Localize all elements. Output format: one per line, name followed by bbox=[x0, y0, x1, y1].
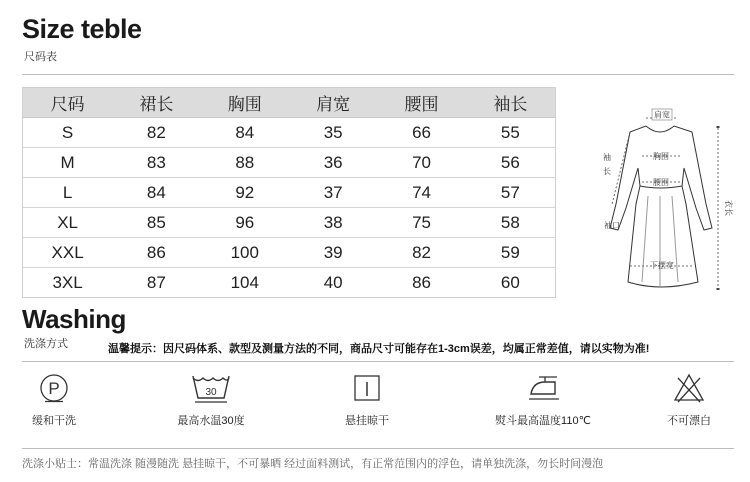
table-cell: 38 bbox=[289, 208, 377, 238]
sleeve-guide bbox=[612, 132, 630, 204]
waist-label: 腰围 bbox=[653, 178, 669, 187]
table-cell: 85 bbox=[112, 208, 200, 238]
table-cell: 66 bbox=[377, 118, 465, 148]
washing-title: Washing bbox=[22, 304, 126, 334]
table-cell: 92 bbox=[201, 178, 289, 208]
table-cell: 96 bbox=[201, 208, 289, 238]
care-item-hang-dry bbox=[327, 372, 407, 428]
column-header: 袖长 bbox=[466, 88, 556, 118]
cuff-label: 袖口 bbox=[604, 221, 620, 230]
table-row bbox=[23, 118, 556, 148]
table-cell: 70 bbox=[377, 148, 465, 178]
table-cell: 82 bbox=[112, 118, 200, 148]
care-label: 不可漂白 bbox=[667, 415, 711, 427]
page-subtitle: 尺码表 bbox=[24, 51, 57, 63]
column-header: 腰围 bbox=[377, 88, 465, 118]
table-cell: 83 bbox=[112, 148, 200, 178]
table-cell: 88 bbox=[201, 148, 289, 178]
size-disclaimer: 温馨提示：因尺码体系、款型及测量方法的不同，商品尺寸可能存在1-3cm误差，均属正常差值，请以实物为准! bbox=[108, 343, 650, 355]
sleeve-label-1: 袖 bbox=[603, 153, 611, 162]
table-cell: 82 bbox=[377, 238, 465, 268]
care-item-iron bbox=[478, 372, 608, 428]
care-item-no-bleach bbox=[654, 372, 724, 428]
hem-label: 下摆宽 bbox=[650, 261, 674, 270]
sleeve-label-2: 长 bbox=[603, 167, 611, 176]
table-cell: 55 bbox=[466, 118, 556, 148]
table-cell: 56 bbox=[466, 148, 556, 178]
column-header: 肩宽 bbox=[289, 88, 377, 118]
table-cell: M bbox=[23, 148, 113, 178]
table-cell: XXL bbox=[23, 238, 113, 268]
divider bbox=[22, 74, 734, 75]
column-header: 尺码 bbox=[23, 88, 113, 118]
length-label: 衣长 bbox=[724, 200, 733, 216]
table-cell: 39 bbox=[289, 238, 377, 268]
table-row bbox=[23, 238, 556, 268]
table-cell: 40 bbox=[323, 272, 343, 292]
table-row bbox=[23, 208, 556, 238]
column-header: 裙长 bbox=[112, 88, 200, 118]
care-label: 最高水温30度 bbox=[177, 415, 245, 427]
hang-dry-icon bbox=[351, 372, 383, 404]
divider bbox=[22, 448, 734, 449]
table-row bbox=[23, 178, 556, 208]
table-cell: 3XL bbox=[52, 272, 83, 292]
table-cell: 86 bbox=[412, 272, 432, 292]
shoulder-label: 肩宽 bbox=[654, 110, 670, 120]
table-cell: XL bbox=[23, 208, 113, 238]
page-title: Size teble bbox=[22, 14, 142, 44]
divider bbox=[22, 361, 734, 362]
washing-subtitle: 洗涤方式 bbox=[24, 338, 68, 350]
table-cell: 37 bbox=[289, 178, 377, 208]
table-cell: 59 bbox=[466, 238, 556, 268]
table-cell: S bbox=[23, 118, 113, 148]
table-row bbox=[23, 268, 556, 298]
table-cell: 75 bbox=[377, 208, 465, 238]
table-cell: 87 bbox=[146, 272, 166, 292]
washing-tips: 洗涤小贴士：常温洗涤 随漫随洗 悬挂晾干，不可暴晒 经过面料测试，有正常范围内的浮色，请单独洗涤，勿长时间漫泡 bbox=[22, 458, 604, 470]
table-cell: L bbox=[23, 178, 113, 208]
iron-icon bbox=[523, 372, 563, 404]
care-label: 悬挂晾干 bbox=[345, 415, 389, 427]
dry-clean-icon bbox=[38, 372, 70, 404]
care-item-wash bbox=[166, 372, 256, 428]
dry-clean-symbol: P bbox=[48, 379, 60, 398]
column-header: 胸围 bbox=[201, 88, 289, 118]
table-cell: 84 bbox=[201, 118, 289, 148]
wash-tub-icon bbox=[190, 372, 232, 404]
table-cell: 104 bbox=[230, 272, 259, 292]
size-table bbox=[22, 87, 556, 298]
table-cell: 100 bbox=[201, 238, 289, 268]
table-cell: 57 bbox=[466, 178, 556, 208]
table-cell: 58 bbox=[466, 208, 556, 238]
table-cell: 84 bbox=[112, 178, 200, 208]
table-cell: 35 bbox=[289, 118, 377, 148]
dress-collar bbox=[646, 126, 674, 132]
care-label: 缓和干洗 bbox=[32, 415, 76, 427]
table-cell: 74 bbox=[377, 178, 465, 208]
table-cell: 86 bbox=[112, 238, 200, 268]
table-row bbox=[23, 148, 556, 178]
wash-temp-symbol: 30 bbox=[205, 387, 217, 398]
dress-measurement-diagram bbox=[598, 104, 738, 296]
chest-label: 胸围 bbox=[653, 152, 669, 161]
care-item-dry-clean bbox=[14, 372, 94, 428]
no-bleach-icon bbox=[672, 372, 706, 404]
care-label: 熨斗最高温度110℃ bbox=[495, 415, 591, 427]
table-cell: 36 bbox=[289, 148, 377, 178]
table-cell: 60 bbox=[500, 272, 520, 292]
table-header-row bbox=[23, 88, 556, 118]
